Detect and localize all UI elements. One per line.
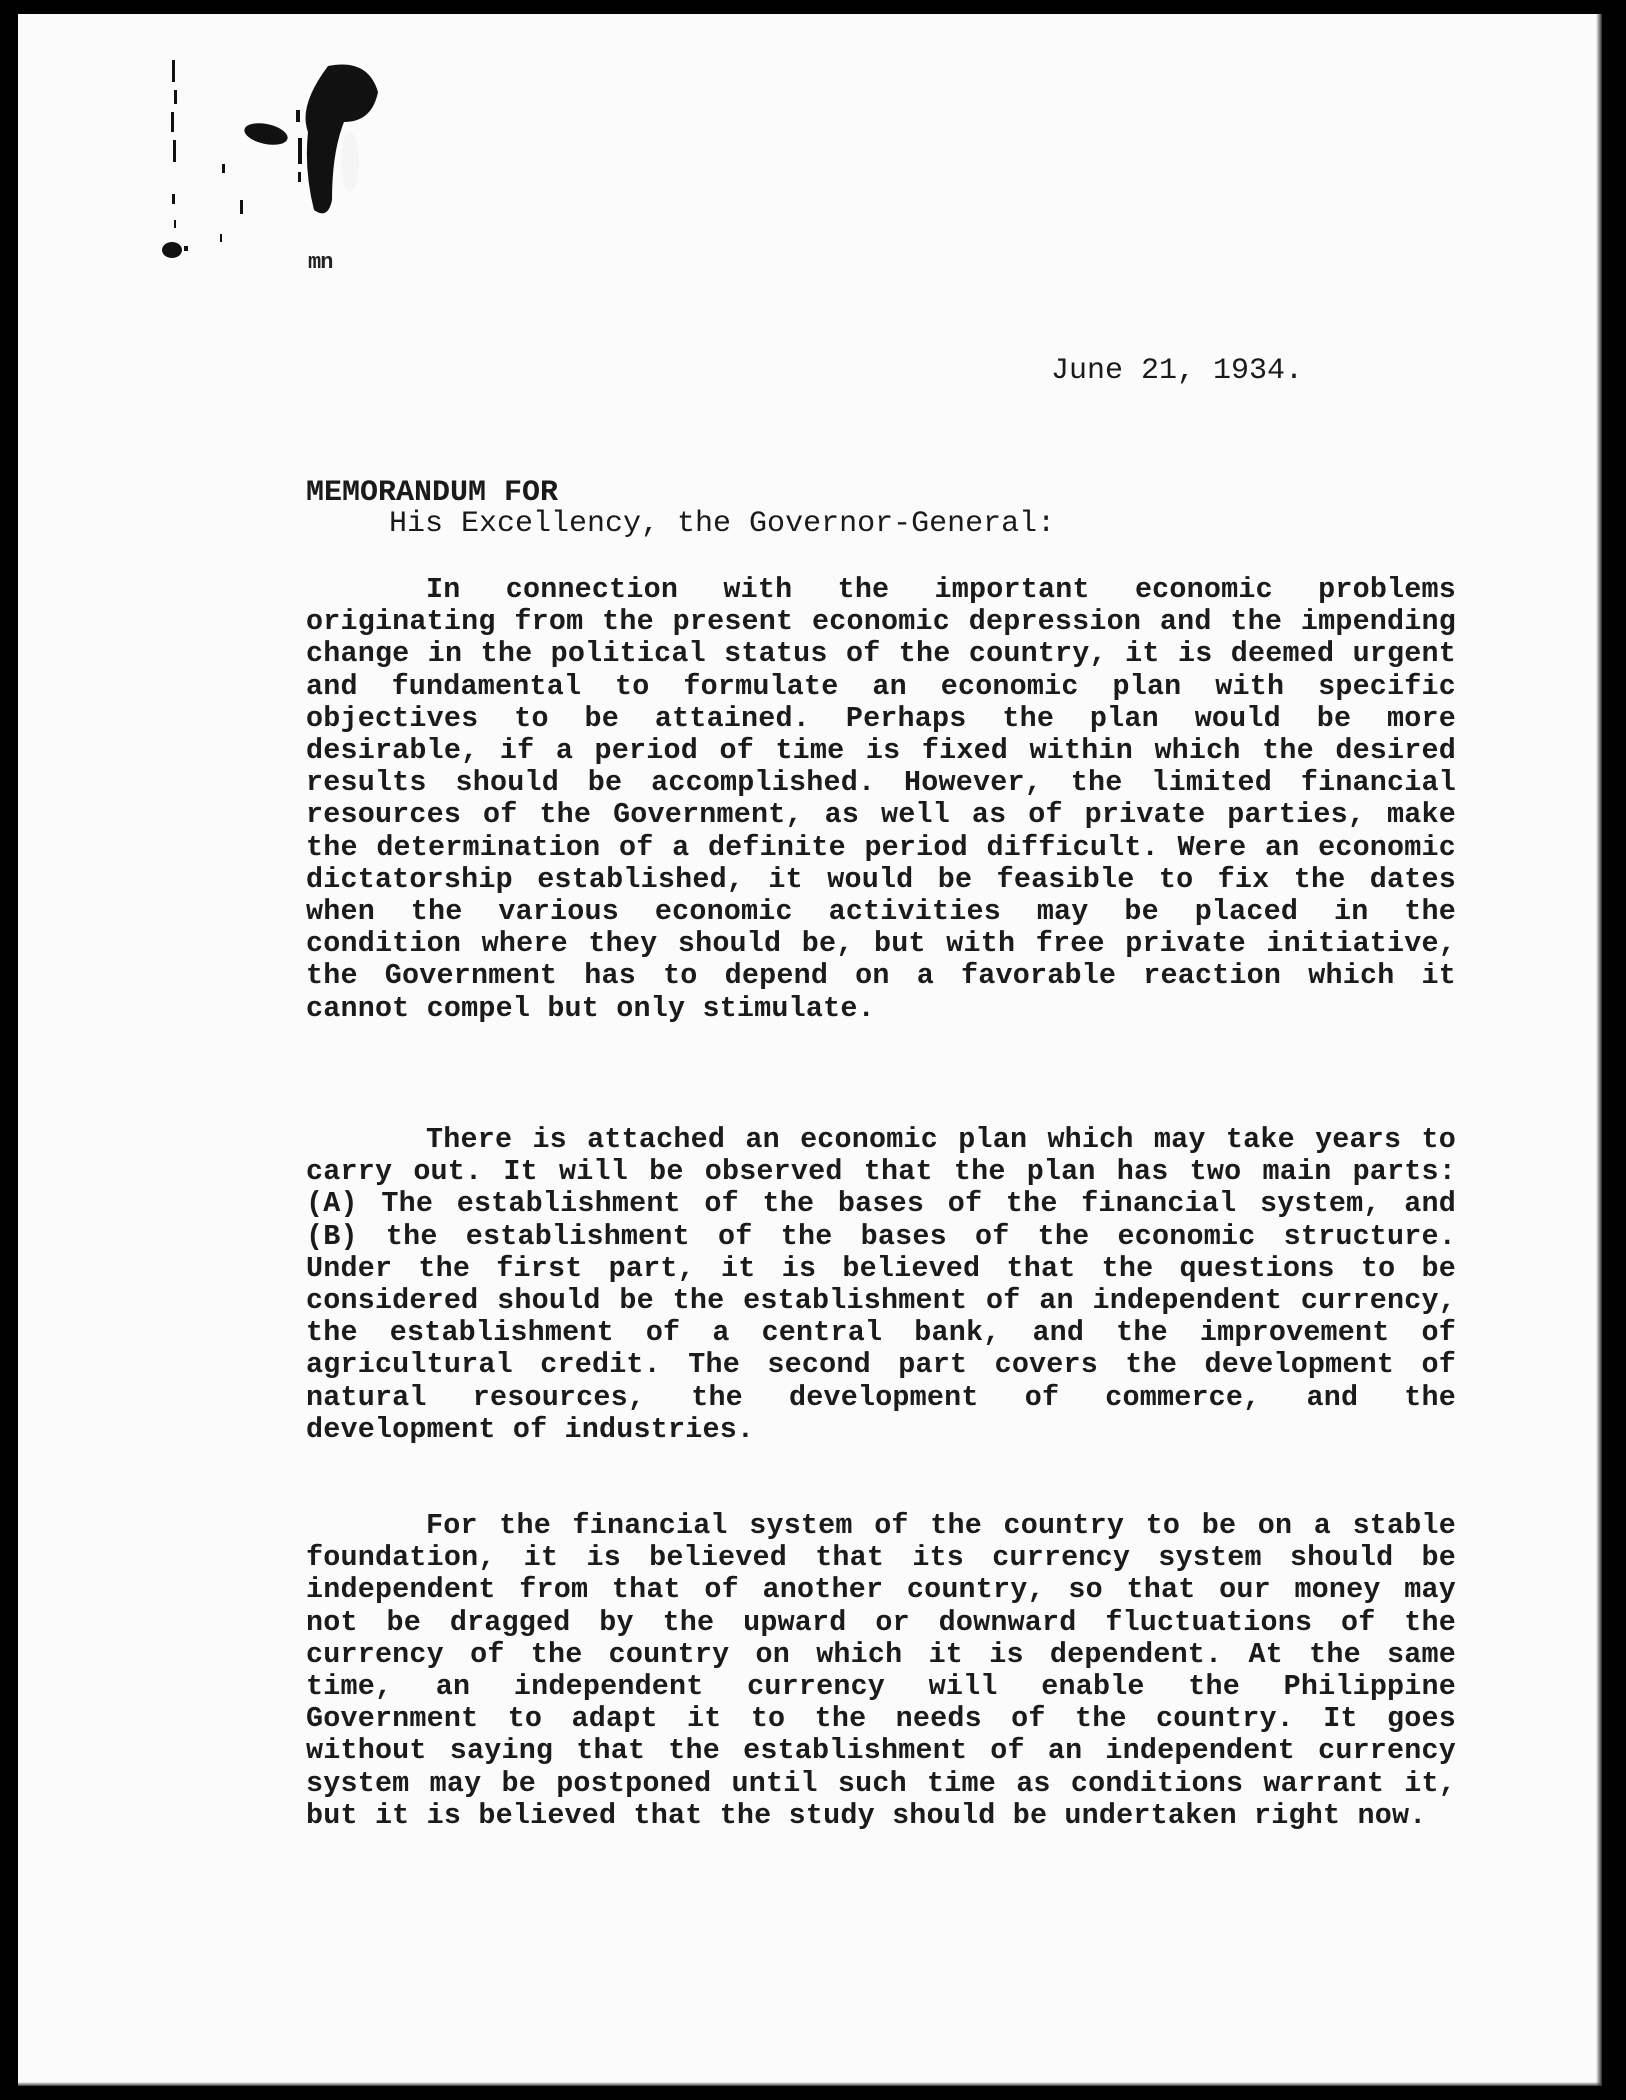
memo-addressee: His Excellency, the Governor-General:: [389, 507, 1056, 541]
memo-heading: MEMORANDUM FOR: [306, 476, 559, 510]
binder-hole-marks: [138, 54, 398, 294]
page-edge-shadow: [1596, 14, 1602, 2086]
paragraph-independent-currency: For the financial system of the country to be on a stable foundation, it is believed that its currency system should be independent from that of another country, so that our money may not be dragged by the upward or downward fluctuations of the currency of the country on which it is dependent. At the same time, an independent currency will enable the Philippine Government to adapt it to the needs of the country. It goes without saying that the establishment of an independent currency system may be postponed until such time as conditions warrant it, but it is believed that the study should be undertaken right now.: [306, 1509, 1456, 1832]
paragraph-economic-problems: In connection with the important economic problems originating from the present economic depression and the impending change in the political status of the country, it is deemed urgent and fundamental to formulate an economic plan with specific objectives to be attained. Perhaps the plan would be more desirable, if a period of time is fixed within which the desired results should be accomplished. However, the limited financial resources of the Government, as well as of private parties, make the determination of a definite period difficult. Were an economic dictatorship established, it would be feasible to fix the dates when the various economic activities may be placed in the condition where they should be, but with free private initiative, the Government has to depend on a favorable reaction which it cannot compel but only stimulate.: [306, 573, 1456, 1025]
page-bottom-shadow: [18, 2082, 1602, 2086]
document-page: [18, 14, 1602, 2086]
memo-date: June 21, 1934.: [1051, 354, 1304, 388]
paragraph-economic-plan-parts: There is attached an economic plan which may take years to carry out. It will be observed that the plan has two main parts: (A) The establishment of the bases of the financial system, and (B) the establishment of the bases of the economic structure. Under the first part, it is believed that the questions to be considered should be the establishment of an independent currency, the establishment of a central bank, and the improvement of agricultural credit. The second part covers the development of natural resources, the development of commerce, and the development of industries.: [306, 1123, 1456, 1446]
typist-initials: mn: [308, 250, 333, 275]
